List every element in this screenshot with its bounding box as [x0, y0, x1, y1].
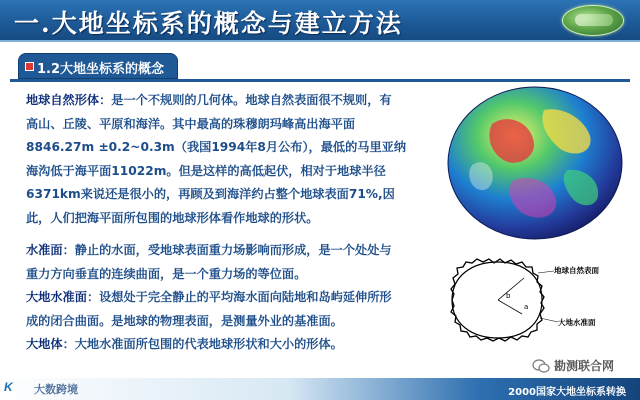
label-geoid: 大地水准面 [558, 318, 596, 327]
term-geoid-body: 大地体 [26, 337, 63, 352]
text-line: 6371km来说还是很小的，再顾及到海洋约占整个地球表面71%,因 [26, 187, 395, 202]
label-natural-surface: 地球自然表面 [554, 266, 599, 275]
text-line: 大地体：大地水准面所包围的代表地球形状和大小的形体。 [26, 337, 343, 352]
geoid-globe-image [444, 84, 626, 242]
section-title: 1.2大地坐标系的概念 [37, 62, 165, 77]
text-line: 8846.27m ±0.2~0.3m（我国1994年8月公布），最低的马里亚纳 [26, 140, 407, 155]
text-line: 地球自然形体：是一个不规则的几何体。地球自然表面很不规则，有 [26, 93, 392, 107]
label-b: b [506, 292, 511, 300]
section-tab [18, 53, 178, 79]
header-bar [0, 0, 640, 42]
term-earth-shape: 地球自然形体 [26, 93, 100, 107]
text-line: 高山、丘陵、平原和海洋。其中最高的珠穆朗玛峰高出海平面 [26, 116, 356, 131]
watermark [532, 357, 614, 374]
text-line: 水准面：静止的水面，受地球表面重力场影响而形成，是一个处处与 [26, 243, 392, 257]
text-line: 大地水准面：设想处于完全静止的平均海水面向陆地和岛屿延伸所形 [26, 290, 392, 305]
paragraph-earth-shape [26, 89, 440, 231]
geoid-diagram [442, 254, 626, 346]
paragraph-definitions [26, 239, 440, 357]
term-geoid: 大地水准面 [26, 290, 87, 305]
bullet-square-icon [25, 62, 34, 71]
text-line: 此，人们把海平面所包围的地球形体看作地球的形状。 [26, 210, 319, 225]
section-divider [10, 79, 630, 82]
watermark-text: 勘测联合网 [554, 359, 615, 373]
label-a: a [524, 303, 529, 311]
text-line: 成的闭合曲面。是地球的物理表面，是测量外业的基准面。 [26, 313, 343, 328]
text-line: 重力方向垂直的连续曲面，是一个重力场的等位面。 [26, 266, 307, 281]
term-level-surface: 水准面 [26, 243, 63, 257]
wechat-icon [532, 359, 550, 373]
footer-brand: 大数跨境 [34, 383, 78, 396]
slide-title: 一.大地坐标系的概念与建立方法 [14, 9, 403, 38]
text-line: 海沟低于海平面11022m。但是这样的高低起伏，相对于地球半径 [26, 163, 386, 178]
footer-caption: 2000国家大地坐标系转换 [508, 387, 626, 398]
brand-logo-icon: K [4, 380, 13, 394]
globe-logo-icon [562, 5, 624, 36]
